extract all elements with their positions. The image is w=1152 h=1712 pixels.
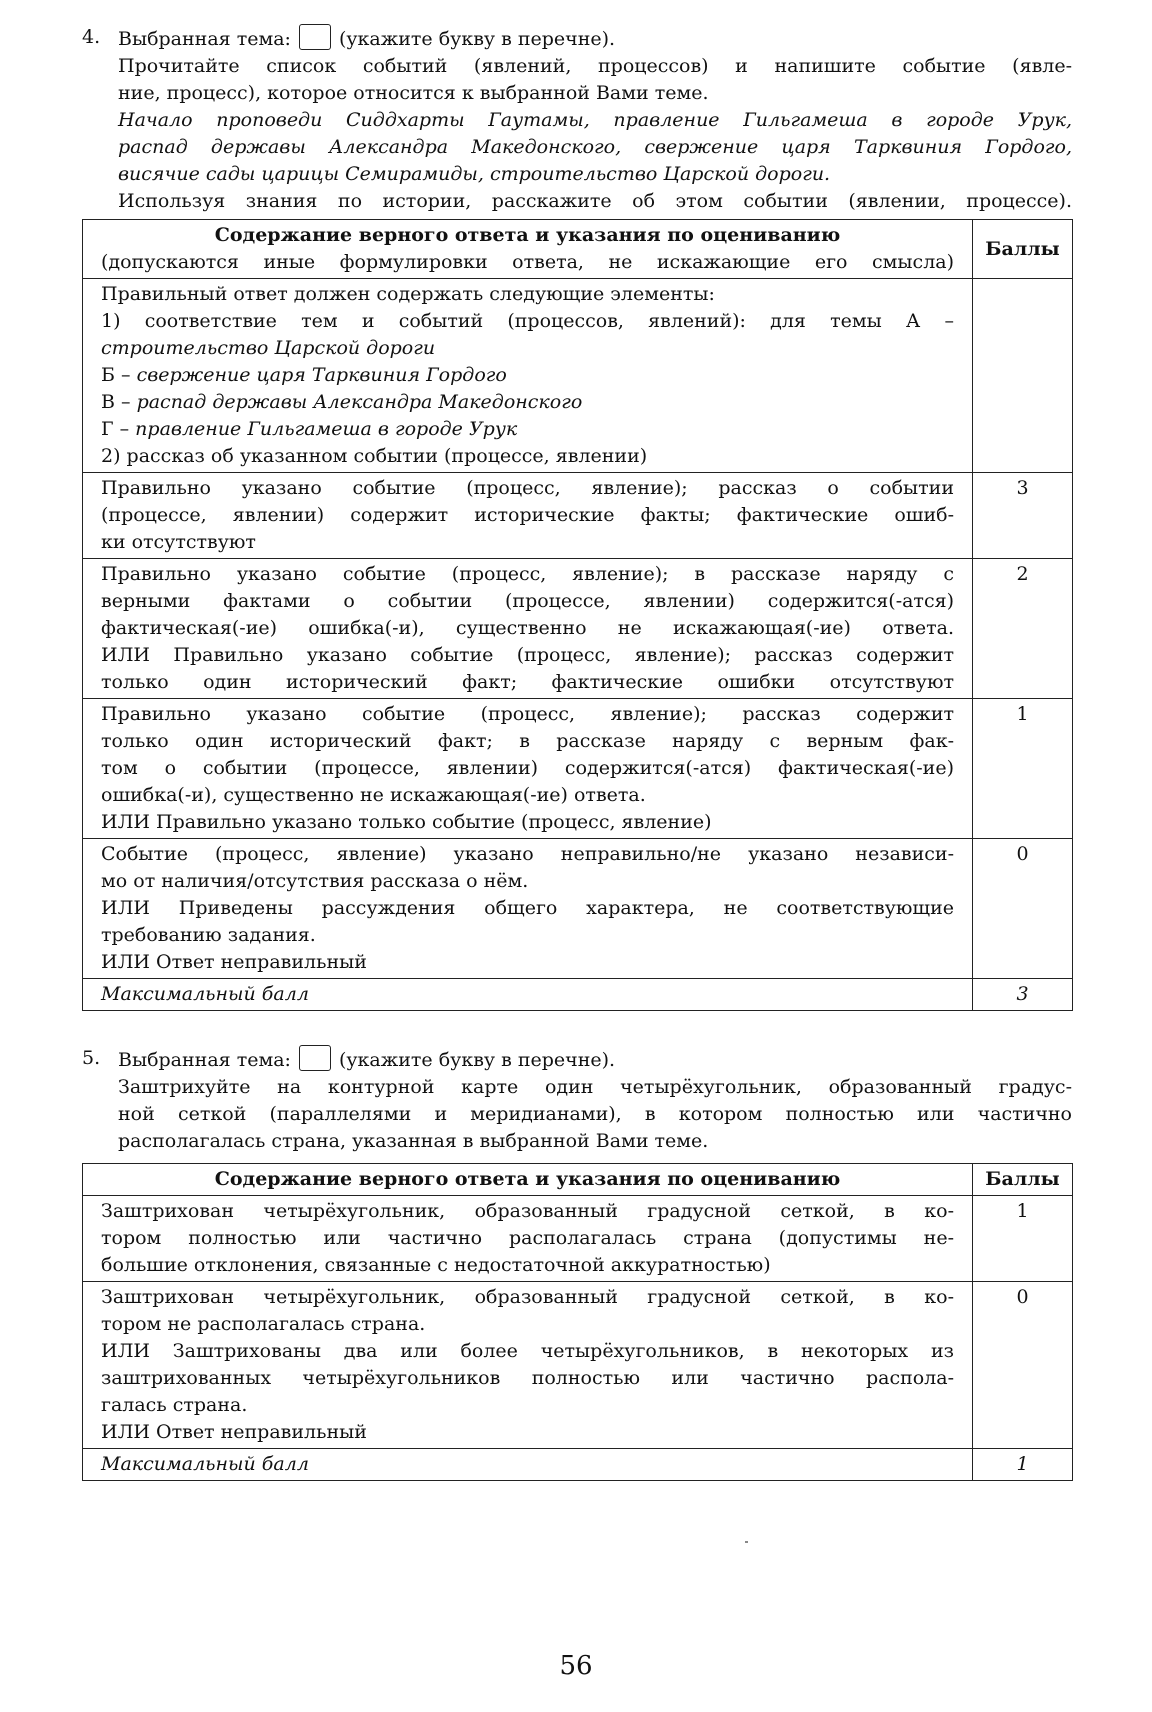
answer-letter-box[interactable] [299,24,331,50]
table-row [83,1196,1073,1282]
criterion-text: Правильно указано событие (процесс, явление); рассказ о событии (процессе, явлении) содержит исторические факты; фактические ошиб- ки отсутствуют [83,473,973,559]
max-score-value: 3 [973,979,1073,1011]
task-5-prompt: Выбранная тема: (укажите букву в перечне). [118,1045,1072,1074]
points-cell: 3 [973,473,1073,559]
points-cell: 0 [973,839,1073,979]
criterion-text: Правильно указано событие (процесс, явление); в рассказе наряду с верными фактами о событии (процессе, явлении) содержится(-атся) фактическая(-ие) ошибка(-и), существенно не искажающая(-ие) ответа. ИЛИ Правильно указано событие (процесс, явление); рассказ содержит только один исторический факт; фактические ошибки отсутствуют [83,559,973,699]
task-5-instruction-line: ной сеткой (параллелями и меридианами), в котором полностью или частично [118,1103,1072,1125]
points-header: Баллы [973,1164,1073,1196]
points-cell: 1 [973,1196,1073,1282]
task-4-instruction-line: ние, процесс), которое относится к выбранной Вами теме. [118,82,709,104]
table-row [83,279,1073,473]
points-cell: 1 [973,699,1073,839]
criterion-text: Правильно указано событие (процесс, явление); рассказ содержит только один исторический факт; в рассказе наряду с верным фак- том о событии (процессе, явлении) содержится(-атся) фактическая(-ие) ошибка(-и), существенно не искажающая(-ие) ответа. ИЛИ Правильно указано только событие (процесс, явление) [83,699,973,839]
table-row [83,1282,1073,1449]
points-cell: 2 [973,559,1073,699]
answer-elements: Правильный ответ должен содержать следующие элементы: 1) соответствие тем и событий (процессов, явлений): для темы А – строительство Царской дороги Б – свержение царя Тарквиния Гордого В – распад державы Александра Македонского Г – правление Гильгамеша в городе Урук 2) рассказ об указанном событии (процессе, явлении) [83,279,973,473]
task-5-criteria-table [82,1163,1073,1481]
scan-speck [745,1541,748,1543]
criterion-text: Событие (процесс, явление) указано неправильно/не указано независи- мо от наличия/отсутствия рассказа о нём. ИЛИ Приведены рассуждения общего характера, не соответствующие требованию задания. ИЛИ Ответ неправильный [83,839,973,979]
table-row [83,699,1073,839]
task-5-instruction-line: Заштрихуйте на контурной карте один четырёхугольник, образованный градус- [118,1076,1072,1098]
task-4-number: 4. [82,26,101,48]
criteria-header: Содержание верного ответа и указания по оцениванию (допускаются иные формулировки ответа, не искажающие его смысла) [83,220,973,279]
criterion-text: Заштрихован четырёхугольник, образованный градусной сеткой, в ко- тором полностью или частично располагалась страна (допустимы не- большие отклонения, связанные с недостаточной аккуратностью) [83,1196,973,1282]
page-content [82,24,1072,1481]
table-row [83,473,1073,559]
page-number: 56 [559,1651,593,1681]
points-cell [973,279,1073,473]
points-cell: 0 [973,1282,1073,1449]
task-4 [82,24,1072,215]
criterion-text: Заштрихован четырёхугольник, образованный градусной сеткой, в ко- тором не располагалась страна. ИЛИ Заштрихованы два или более четырёхугольников, в некоторых из заштрихованных четырёхугольников полностью или частично распола- галась страна. ИЛИ Ответ неправильный [83,1282,973,1449]
task-4-instruction-line: Прочитайте список событий (явлений, процессов) и напишите событие (явле- [118,55,1072,77]
task-4-prompt: Выбранная тема: (укажите букву в перечне). [118,24,1072,53]
max-score-label: Максимальный балл [83,1449,973,1481]
criteria-header: Содержание верного ответа и указания по оцениванию [83,1164,973,1196]
task-4-list-line: висячие сады царицы Семирамиды, строительство Царской дороги. [118,163,831,185]
max-score-row [83,1449,1073,1481]
table-header-row [83,220,1073,279]
max-score-row [83,979,1073,1011]
task-4-usage-line: Используя знания по истории, расскажите об этом событии (явлении, процессе). [118,190,1072,212]
task-5-instruction-line: располагалась страна, указанная в выбранной Вами теме. [118,1130,709,1152]
task-5 [82,1045,1072,1155]
table-header-row [83,1164,1073,1196]
max-score-label: Максимальный балл [83,979,973,1011]
task-4-list-line: Начало проповеди Сиддхарты Гаутамы, правление Гильгамеша в городе Урук, [118,109,1072,131]
points-header: Баллы [973,220,1073,279]
task-5-number: 5. [82,1047,101,1069]
answer-letter-box[interactable] [299,1045,331,1071]
max-score-value: 1 [973,1449,1073,1481]
table-row [83,839,1073,979]
task-4-criteria-table [82,219,1073,1011]
task-4-list-line: распад державы Александра Македонского, свержение царя Тарквиния Гордого, [118,136,1072,158]
table-row [83,559,1073,699]
